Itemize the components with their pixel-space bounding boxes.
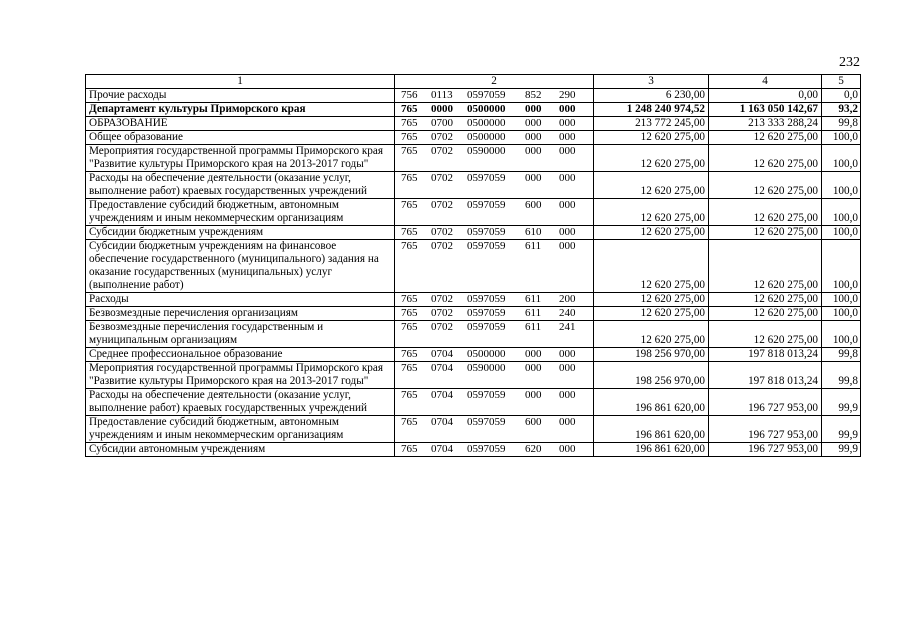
execution-percent: 100,0 (822, 199, 861, 226)
table-row (86, 103, 861, 117)
section-code: 0704 (431, 362, 453, 374)
target-code: 0500000 (467, 348, 506, 360)
row-name: Среднее профессиональное образование (86, 348, 395, 362)
expense-type-code: 000 (525, 389, 542, 401)
planned-amount: 196 861 620,00 (594, 416, 709, 443)
kosgu-code: 000 (559, 131, 576, 143)
target-code: 0590000 (467, 145, 506, 157)
table-row (86, 226, 861, 240)
row-name: Прочие расходы (86, 89, 395, 103)
expense-type-code: 000 (525, 117, 542, 129)
kosgu-code: 290 (559, 89, 576, 101)
row-codes (395, 416, 594, 443)
execution-percent: 100,0 (822, 293, 861, 307)
ministry-code: 765 (401, 307, 418, 319)
row-name: Департамент культуры Приморского края (86, 103, 395, 117)
kosgu-code: 000 (559, 117, 576, 129)
target-code: 0500000 (467, 103, 506, 115)
executed-amount: 12 620 275,00 (709, 307, 822, 321)
execution-percent: 99,9 (822, 416, 861, 443)
header-cell-4: 4 (709, 75, 822, 89)
execution-percent: 100,0 (822, 131, 861, 145)
executed-amount: 12 620 275,00 (709, 145, 822, 172)
target-code: 0597059 (467, 389, 506, 401)
planned-amount: 12 620 275,00 (594, 226, 709, 240)
row-codes (395, 443, 594, 457)
execution-percent: 99,8 (822, 348, 861, 362)
kosgu-code: 000 (559, 226, 576, 238)
table-row (86, 172, 861, 199)
row-name: Безвозмездные перечисления государственным и муниципальным организациям (86, 321, 395, 348)
executed-amount: 213 333 288,24 (709, 117, 822, 131)
section-code: 0113 (431, 89, 453, 101)
planned-amount: 12 620 275,00 (594, 199, 709, 226)
row-codes (395, 362, 594, 389)
header-cell-1: 1 (86, 75, 395, 89)
section-code: 0700 (431, 117, 453, 129)
planned-amount: 198 256 970,00 (594, 348, 709, 362)
table-row (86, 131, 861, 145)
target-code: 0597059 (467, 307, 506, 319)
row-codes (395, 293, 594, 307)
target-code: 0597059 (467, 199, 506, 211)
target-code: 0590000 (467, 362, 506, 374)
section-code: 0702 (431, 199, 453, 211)
executed-amount: 196 727 953,00 (709, 416, 822, 443)
executed-amount: 12 620 275,00 (709, 293, 822, 307)
kosgu-code: 240 (559, 307, 576, 319)
table-row (86, 416, 861, 443)
planned-amount: 12 620 275,00 (594, 307, 709, 321)
planned-amount: 12 620 275,00 (594, 145, 709, 172)
ministry-code: 756 (401, 89, 418, 101)
row-codes (395, 89, 594, 103)
executed-amount: 12 620 275,00 (709, 321, 822, 348)
ministry-code: 765 (401, 103, 418, 115)
section-code: 0704 (431, 443, 453, 455)
ministry-code: 765 (401, 131, 418, 143)
target-code: 0597059 (467, 321, 506, 333)
target-code: 0597059 (467, 443, 506, 455)
section-code: 0704 (431, 416, 453, 428)
table-row (86, 240, 861, 293)
expense-type-code: 000 (525, 348, 542, 360)
kosgu-code: 000 (559, 443, 576, 455)
execution-percent: 93,2 (822, 103, 861, 117)
target-code: 0500000 (467, 131, 506, 143)
expense-type-code: 600 (525, 416, 542, 428)
row-name: Мероприятия государственной программы Приморского края "Развитие культуры Приморского края на 2013-2017 годы" (86, 362, 395, 389)
row-name: Субсидии бюджетным учреждениям на финансовое обеспечение государственного (муниципального) задания на оказание государственных (муниципальных) услуг (выполнение работ) (86, 240, 395, 293)
expense-type-code: 620 (525, 443, 542, 455)
ministry-code: 765 (401, 293, 418, 305)
kosgu-code: 000 (559, 172, 576, 184)
section-code: 0000 (431, 103, 453, 115)
planned-amount: 1 248 240 974,52 (594, 103, 709, 117)
ministry-code: 765 (401, 117, 418, 129)
section-code: 0702 (431, 307, 453, 319)
expense-type-code: 611 (525, 293, 542, 305)
planned-amount: 12 620 275,00 (594, 240, 709, 293)
executed-amount: 0,00 (709, 89, 822, 103)
kosgu-code: 000 (559, 145, 576, 157)
row-codes (395, 348, 594, 362)
row-codes (395, 240, 594, 293)
execution-percent: 100,0 (822, 240, 861, 293)
execution-percent: 99,9 (822, 389, 861, 416)
row-codes (395, 103, 594, 117)
executed-amount: 12 620 275,00 (709, 199, 822, 226)
planned-amount: 198 256 970,00 (594, 362, 709, 389)
header-cell-3: 3 (594, 75, 709, 89)
row-name: Безвозмездные перечисления организациям (86, 307, 395, 321)
target-code: 0597059 (467, 172, 506, 184)
target-code: 0597059 (467, 89, 506, 101)
execution-percent: 100,0 (822, 321, 861, 348)
target-code: 0597059 (467, 416, 506, 428)
expense-type-code: 000 (525, 362, 542, 374)
budget-table (85, 74, 861, 457)
section-code: 0704 (431, 389, 453, 401)
ministry-code: 765 (401, 199, 418, 211)
planned-amount: 213 772 245,00 (594, 117, 709, 131)
expense-type-code: 610 (525, 226, 542, 238)
expense-type-code: 000 (525, 103, 542, 115)
row-codes (395, 131, 594, 145)
executed-amount: 12 620 275,00 (709, 131, 822, 145)
header-cell-2: 2 (395, 75, 594, 89)
header-cell-5: 5 (822, 75, 861, 89)
ministry-code: 765 (401, 348, 418, 360)
executed-amount: 1 163 050 142,67 (709, 103, 822, 117)
expense-type-code: 611 (525, 240, 542, 252)
expense-type-code: 852 (525, 89, 542, 101)
row-codes (395, 307, 594, 321)
table-row (86, 145, 861, 172)
table-row (86, 389, 861, 416)
kosgu-code: 241 (559, 321, 576, 333)
executed-amount: 197 818 013,24 (709, 348, 822, 362)
target-code: 0597059 (467, 240, 506, 252)
planned-amount: 12 620 275,00 (594, 172, 709, 199)
row-name: Субсидии автономным учреждениям (86, 443, 395, 457)
row-name: Общее образование (86, 131, 395, 145)
row-codes (395, 199, 594, 226)
ministry-code: 765 (401, 389, 418, 401)
row-codes (395, 117, 594, 131)
kosgu-code: 000 (559, 389, 576, 401)
section-code: 0702 (431, 240, 453, 252)
ministry-code: 765 (401, 240, 418, 252)
ministry-code: 765 (401, 145, 418, 157)
row-name: Мероприятия государственной программы Приморского края "Развитие культуры Приморского края на 2013-2017 годы" (86, 145, 395, 172)
expense-type-code: 611 (525, 321, 542, 333)
executed-amount: 197 818 013,24 (709, 362, 822, 389)
execution-percent: 100,0 (822, 145, 861, 172)
execution-percent: 99,9 (822, 443, 861, 457)
table-row (86, 307, 861, 321)
planned-amount: 196 861 620,00 (594, 443, 709, 457)
row-codes (395, 226, 594, 240)
table-row (86, 89, 861, 103)
expense-type-code: 000 (525, 172, 542, 184)
execution-percent: 99,8 (822, 362, 861, 389)
expense-type-code: 000 (525, 145, 542, 157)
section-code: 0702 (431, 293, 453, 305)
section-code: 0704 (431, 348, 453, 360)
row-codes (395, 389, 594, 416)
section-code: 0702 (431, 131, 453, 143)
planned-amount: 12 620 275,00 (594, 321, 709, 348)
table-row (86, 321, 861, 348)
table-row (86, 117, 861, 131)
table-header-row (86, 75, 861, 89)
row-codes (395, 321, 594, 348)
planned-amount: 12 620 275,00 (594, 131, 709, 145)
kosgu-code: 000 (559, 240, 576, 252)
kosgu-code: 000 (559, 348, 576, 360)
expense-type-code: 000 (525, 131, 542, 143)
executed-amount: 196 727 953,00 (709, 389, 822, 416)
executed-amount: 12 620 275,00 (709, 172, 822, 199)
section-code: 0702 (431, 226, 453, 238)
execution-percent: 100,0 (822, 307, 861, 321)
target-code: 0597059 (467, 226, 506, 238)
row-name: Предоставление субсидий бюджетным, автономным учреждениям и иным некоммерческим организациям (86, 416, 395, 443)
planned-amount: 12 620 275,00 (594, 293, 709, 307)
ministry-code: 765 (401, 321, 418, 333)
target-code: 0597059 (467, 293, 506, 305)
row-codes (395, 172, 594, 199)
ministry-code: 765 (401, 416, 418, 428)
planned-amount: 6 230,00 (594, 89, 709, 103)
section-code: 0702 (431, 145, 453, 157)
table-row (86, 293, 861, 307)
ministry-code: 765 (401, 443, 418, 455)
executed-amount: 196 727 953,00 (709, 443, 822, 457)
target-code: 0500000 (467, 117, 506, 129)
row-name: Предоставление субсидий бюджетным, автономным учреждениям и иным некоммерческим организациям (86, 199, 395, 226)
planned-amount: 196 861 620,00 (594, 389, 709, 416)
kosgu-code: 000 (559, 103, 576, 115)
table-row (86, 443, 861, 457)
execution-percent: 0,0 (822, 89, 861, 103)
row-name: ОБРАЗОВАНИЕ (86, 117, 395, 131)
kosgu-code: 200 (559, 293, 576, 305)
execution-percent: 100,0 (822, 226, 861, 240)
execution-percent: 100,0 (822, 172, 861, 199)
executed-amount: 12 620 275,00 (709, 226, 822, 240)
page-number: 232 (839, 55, 860, 70)
row-codes (395, 145, 594, 172)
execution-percent: 99,8 (822, 117, 861, 131)
kosgu-code: 000 (559, 416, 576, 428)
kosgu-code: 000 (559, 362, 576, 374)
kosgu-code: 000 (559, 199, 576, 211)
ministry-code: 765 (401, 362, 418, 374)
expense-type-code: 611 (525, 307, 542, 319)
row-name: Расходы на обеспечение деятельности (оказание услуг, выполнение работ) краевых государственных учреждений (86, 172, 395, 199)
table-row (86, 348, 861, 362)
table-row (86, 362, 861, 389)
ministry-code: 765 (401, 172, 418, 184)
budget-table-body (86, 75, 861, 457)
table-row (86, 199, 861, 226)
section-code: 0702 (431, 172, 453, 184)
ministry-code: 765 (401, 226, 418, 238)
expense-type-code: 600 (525, 199, 542, 211)
executed-amount: 12 620 275,00 (709, 240, 822, 293)
row-name: Расходы (86, 293, 395, 307)
row-name: Расходы на обеспечение деятельности (оказание услуг, выполнение работ) краевых государственных учреждений (86, 389, 395, 416)
row-name: Субсидии бюджетным учреждениям (86, 226, 395, 240)
section-code: 0702 (431, 321, 453, 333)
